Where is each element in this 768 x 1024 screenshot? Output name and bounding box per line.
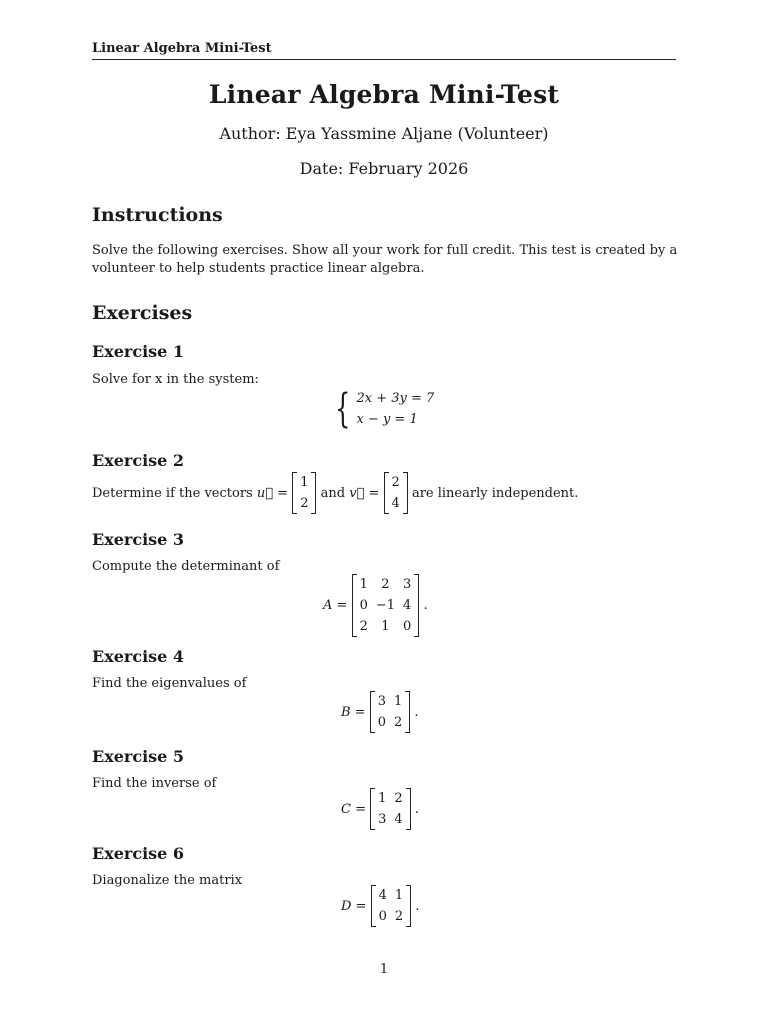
vector-u bbox=[292, 472, 316, 514]
matrix-b-period: . bbox=[414, 704, 419, 720]
instructions-heading: Instructions bbox=[92, 204, 223, 226]
matrix-c-equation bbox=[341, 788, 419, 830]
matrix-entry: 1 bbox=[394, 888, 404, 903]
vector-v bbox=[384, 472, 408, 514]
matrix-entry: 2 bbox=[394, 791, 403, 806]
vector-entry: 1 bbox=[300, 475, 309, 490]
matrix-c-label: C = bbox=[341, 801, 366, 817]
matrix-entry: 4 bbox=[378, 888, 387, 903]
vector-v-label: v⃗ = bbox=[349, 485, 380, 501]
exercise-4-prompt: Find the eigenvalues of bbox=[92, 676, 247, 691]
matrix-entry: 2 bbox=[381, 577, 390, 592]
matrix-d-label: D = bbox=[341, 898, 367, 914]
matrix-entry: 1 bbox=[378, 791, 387, 806]
exercise-2-text-after: are linearly independent. bbox=[411, 485, 579, 501]
matrix-entry: 0 bbox=[377, 715, 386, 730]
matrix-entry: 0 bbox=[378, 909, 387, 924]
document-title: Linear Algebra Mini-Test bbox=[208, 80, 560, 109]
matrix-entry: 0 bbox=[359, 598, 368, 613]
matrix-a-equation bbox=[323, 574, 428, 637]
running-header: Linear Algebra Mini-Test bbox=[92, 41, 272, 56]
exercise-5-prompt: Find the inverse of bbox=[92, 776, 217, 791]
matrix-c bbox=[370, 788, 411, 830]
matrix-entry: −1 bbox=[375, 598, 396, 613]
matrix-entry: 1 bbox=[359, 577, 368, 592]
vector-u-label: u⃗ = bbox=[256, 485, 289, 501]
vector-entry: 4 bbox=[391, 496, 400, 511]
exercise-2-text-before: Determine if the vectors bbox=[92, 485, 253, 501]
page-number: 1 bbox=[379, 962, 389, 977]
exercise-2-title: Exercise 2 bbox=[92, 451, 185, 470]
matrix-d-period: . bbox=[415, 898, 420, 914]
matrix-entry: 1 bbox=[394, 694, 403, 709]
exercise-3-prompt: Compute the determinant of bbox=[92, 559, 280, 574]
matrix-b-label: B = bbox=[341, 704, 366, 720]
equation-2: x − y = 1 bbox=[356, 412, 418, 427]
instructions-text: Solve the following exercises. Show all your work for full credit. This test is created by a volunteer to help students practice linear algebra. bbox=[92, 243, 678, 276]
equation-system bbox=[330, 388, 434, 430]
exercise-2-text-mid: and bbox=[320, 485, 346, 501]
matrix-entry: 4 bbox=[394, 812, 403, 827]
author-line: Author: Eya Yassmine Aljane (Volunteer) bbox=[219, 124, 549, 143]
matrix-entry: 2 bbox=[394, 909, 404, 924]
exercise-1-title: Exercise 1 bbox=[92, 342, 185, 361]
matrix-c-period: . bbox=[414, 801, 419, 817]
exercise-1-prompt: Solve for x in the system: bbox=[92, 372, 259, 387]
exercise-6-title: Exercise 6 bbox=[92, 844, 185, 863]
matrix-entry: 4 bbox=[403, 598, 412, 613]
matrix-entry: 2 bbox=[394, 715, 403, 730]
matrix-a-period: . bbox=[423, 598, 428, 613]
matrix-entry: 2 bbox=[359, 619, 368, 634]
exercise-3-title: Exercise 3 bbox=[92, 530, 185, 549]
left-brace: { bbox=[335, 386, 351, 432]
matrix-entry: 3 bbox=[377, 694, 386, 709]
matrix-b-equation bbox=[341, 691, 419, 733]
matrix-entry: 3 bbox=[378, 812, 387, 827]
matrix-a-label: A = bbox=[323, 598, 348, 613]
matrix-a bbox=[352, 574, 420, 637]
matrix-d-equation bbox=[341, 885, 419, 927]
exercise-6-prompt: Diagonalize the matrix bbox=[92, 873, 243, 888]
matrix-entry: 1 bbox=[381, 619, 390, 634]
exercises-heading: Exercises bbox=[92, 302, 193, 324]
header-rule bbox=[92, 59, 676, 60]
matrix-b bbox=[370, 691, 411, 733]
exercise-5-title: Exercise 5 bbox=[92, 747, 185, 766]
matrix-entry: 3 bbox=[403, 577, 412, 592]
matrix-entry: 0 bbox=[403, 619, 412, 634]
vector-entry: 2 bbox=[300, 496, 309, 511]
date-line: Date: February 2026 bbox=[299, 159, 469, 178]
equation-1: 2x + 3y = 7 bbox=[356, 391, 435, 406]
exercise-4-title: Exercise 4 bbox=[92, 647, 185, 666]
vector-entry: 2 bbox=[391, 475, 400, 490]
matrix-d bbox=[371, 885, 412, 927]
exercise-2-statement bbox=[92, 472, 578, 514]
